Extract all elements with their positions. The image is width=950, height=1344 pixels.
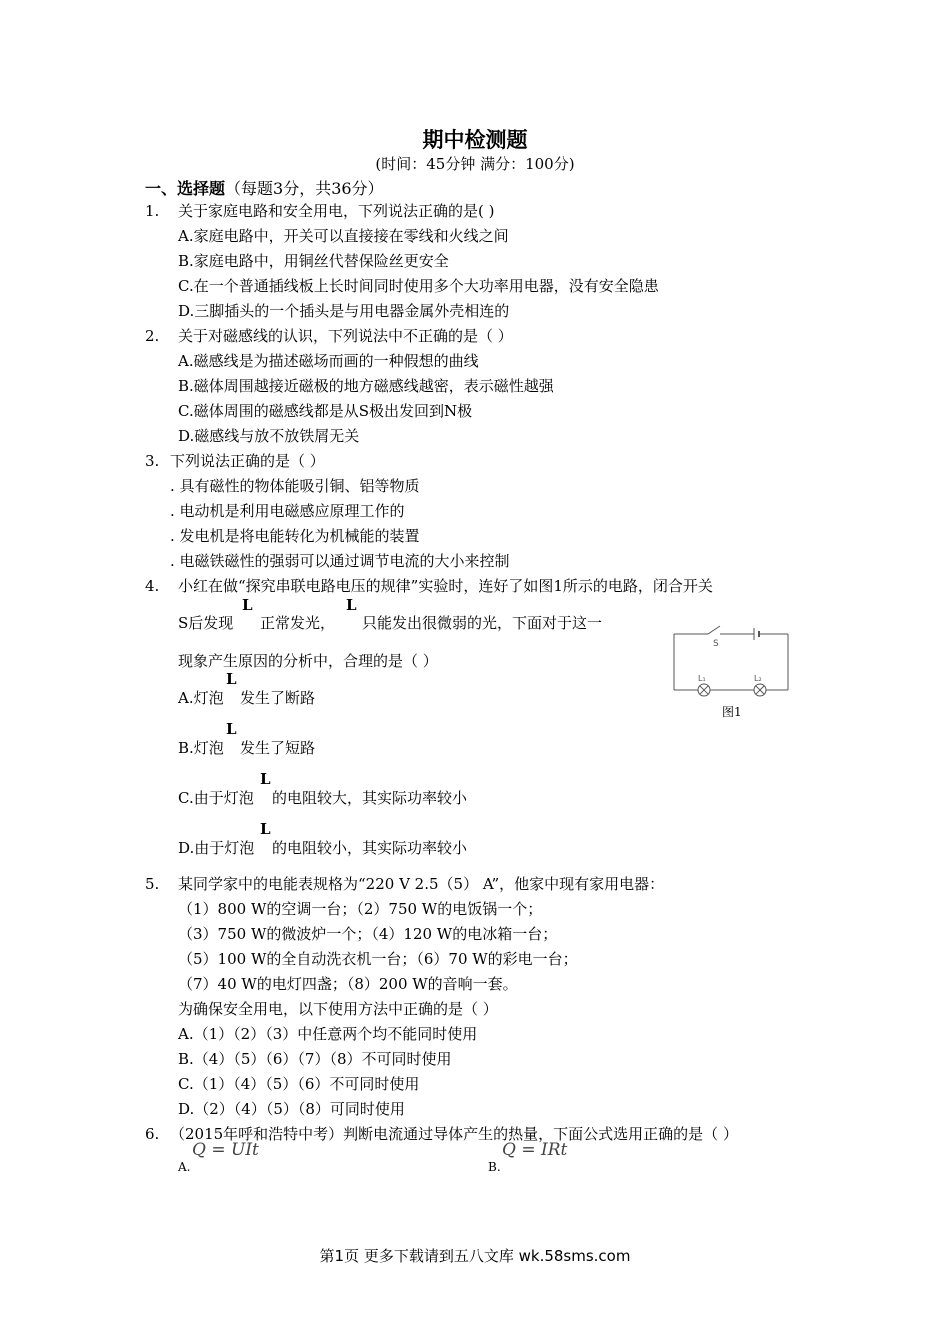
q1-stem: 关于家庭电路和安全用电，下列说法正确的是( )	[178, 202, 495, 220]
q3-option-c: . 发电机是将电能转化为机械能的装置	[170, 527, 420, 545]
q4-option-c-part1: C.由于灯泡	[178, 789, 254, 807]
lamp-symbol-l: L	[260, 770, 271, 788]
q5-number: 5.	[145, 875, 160, 893]
section-heading	[145, 176, 384, 199]
q5-appliances-line4: （7）40 W的电灯四盏；（8）200 W的音响一套。	[178, 975, 518, 993]
q4-stem-line2b: 正常发光，	[260, 614, 336, 632]
lamp-symbol-l: L	[260, 820, 271, 838]
lamp-symbol-l: L	[346, 596, 357, 614]
lamp2-label: L₂	[754, 674, 762, 683]
q1-option-a: A.家庭电路中，开关可以直接接在零线和火线之间	[178, 227, 509, 245]
q6-formula-b: Q = IRt	[502, 1140, 568, 1160]
q5-option-d: D.（2）（4）（5）（8）可同时使用	[178, 1100, 405, 1118]
switch-blade	[708, 626, 720, 634]
q5-appliances-line1: （1）800 W的空调一台；（2）750 W的电饭锅一个；	[178, 900, 543, 918]
q4-option-d-part1: D.由于灯泡	[178, 839, 255, 857]
q4-stem-line1: 小红在做“探究串联电路电压的规律”实验时，连好了如图1所示的电路，闭合开关	[178, 577, 713, 595]
q2-number: 2.	[145, 327, 160, 345]
q5-option-a: A.（1）（2）（3）中任意两个均不能同时使用	[178, 1025, 478, 1043]
q3-stem: 下列说法正确的是（ ）	[170, 452, 325, 470]
lamp-symbol-l: L	[242, 596, 253, 614]
q6-option-a-label: A.	[178, 1160, 191, 1174]
q2-option-a: A.磁感线是为描述磁场而画的一种假想的曲线	[178, 352, 479, 370]
q4-number: 4.	[145, 577, 160, 595]
q4-stem-line3: 现象产生原因的分析中，合理的是（ ）	[178, 652, 438, 670]
q4-stem-line2c: 只能发出很微弱的光，下面对于这一	[362, 614, 603, 632]
page-footer: 第1页 更多下载请到五八文库 wk.58sms.com	[319, 1247, 631, 1265]
page-subtitle: (时间：45分钟 满分：100分)	[375, 155, 575, 173]
q5-appliances-line3: （5）100 W的全自动洗衣机一台；（6）70 W的彩电一台；	[178, 950, 578, 968]
q2-option-b: B.磁体周围越接近磁极的地方磁感线越密，表示磁性越强	[178, 377, 554, 395]
q5-stem: 某同学家中的电能表规格为“220 V 2.5（5） A”，他家中现有家用电器：	[178, 875, 665, 893]
q1-option-d: D.三脚插头的一个插头是与用电器金属外壳相连的	[178, 302, 510, 320]
q1-number: 1.	[145, 202, 160, 220]
q4-option-a-part2: 发生了断路	[240, 689, 316, 707]
circuit-diagram	[668, 622, 796, 702]
q5-appliances-line2: （3）750 W的微波炉一个；（4）120 W的电冰箱一台；	[178, 925, 558, 943]
section-head: 一、选择题	[145, 179, 226, 198]
q2-stem: 关于对磁感线的认识，下列说法中不正确的是（ ）	[178, 327, 513, 345]
q4-option-d-part2: 的电阻较小，其实际功率较小	[272, 839, 468, 857]
q2-option-c: C.磁体周围的磁感线都是从S极出发回到N极	[178, 402, 473, 420]
q3-option-a: . 具有磁性的物体能吸引铜、铝等物质	[170, 477, 420, 495]
q4-stem-line2a: S后发现	[178, 614, 234, 632]
lamp1-label: L₁	[698, 674, 706, 683]
q3-number: 3.	[145, 452, 160, 470]
lamp-symbol-l: L	[226, 720, 237, 738]
q6-number: 6.	[145, 1125, 160, 1143]
q6-formula-a: Q = UIt	[192, 1140, 259, 1160]
q5-option-b: B.（4）（5）（6）（7）（8）不可同时使用	[178, 1050, 452, 1068]
q5-question: 为确保安全用电，以下使用方法中正确的是（ ）	[178, 1000, 498, 1018]
switch-label: S	[713, 639, 719, 649]
q1-option-b: B.家庭电路中，用铜丝代替保险丝更安全	[178, 252, 449, 270]
q1-option-c: C.在一个普通插线板上长时间同时使用多个大功率用电器，没有安全隐患	[178, 277, 659, 295]
q4-option-c-part2: 的电阻较大，其实际功率较小	[272, 789, 468, 807]
q5-option-c: C.（1）（4）（5）（6）不可同时使用	[178, 1075, 420, 1093]
section-note: （每题3分，共36分）	[225, 179, 384, 198]
q4-option-b-part2: 发生了短路	[240, 739, 316, 757]
lamp-symbol-l: L	[226, 670, 237, 688]
q2-option-d: D.磁感线与放不放铁屑无关	[178, 427, 360, 445]
q6-option-b-label: B.	[488, 1160, 501, 1174]
q3-option-d: . 电磁铁磁性的强弱可以通过调节电流的大小来控制	[170, 552, 510, 570]
q4-option-a-part1: A.灯泡	[178, 689, 224, 707]
q6-stem: （2015年呼和浩特中考）判断电流通过导体产生的热量，下面公式选用正确的是（ ）	[170, 1125, 738, 1143]
figure-caption: 图1	[722, 705, 742, 719]
page-title: 期中检测题	[422, 128, 528, 152]
q3-option-b: . 电动机是利用电磁感应原理工作的	[170, 502, 405, 520]
q4-option-b-part1: B.灯泡	[178, 739, 224, 757]
